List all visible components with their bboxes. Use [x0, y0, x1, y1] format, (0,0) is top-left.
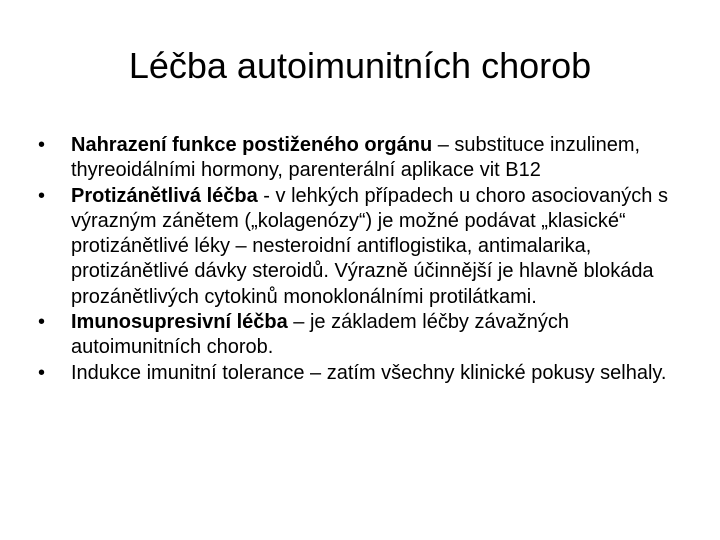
bullet-item — [38, 361, 688, 386]
bullet-heading: Protizánětlivá léčba — [71, 184, 258, 207]
bullet-text: – substituce inzulinem, thyreoidálními hormony, parenterální aplikace vit B12 — [71, 134, 641, 182]
bullet-item — [38, 184, 688, 310]
bullet-text: Indukce imunitní tolerance – zatím všechny klinické pokusy selhaly. — [71, 361, 667, 384]
bullet-dot-icon: • — [38, 184, 46, 207]
bullet-dot-icon: • — [38, 361, 46, 384]
slide-title: Léčba autoimunitních chorob — [128, 45, 592, 86]
bullet-list — [38, 133, 688, 386]
bullet-heading: Imunosupresivní léčba — [71, 311, 288, 334]
bullet-text: – je základem léčby závažných autoimunitních chorob. — [71, 311, 569, 359]
bullet-text: - v lehkých případech u choro asociovaných s výrazným zánětem („kolagenózy“) je možné podávat „klasické“ protizánětlivé léky – nesteroidní antiflogistika, antimalarika, protizánětlivé dávky steroidů. Výrazně účinnější je hlavně blokáda prozánětlivých cytokinů monoklonálními protilátkami. — [71, 184, 668, 308]
bullet-heading: Nahrazení funkce postiženého orgánu — [71, 134, 433, 156]
bullet-item — [38, 133, 688, 184]
bullet-item — [38, 310, 688, 361]
bullet-dot-icon: • — [38, 134, 46, 156]
bullet-dot-icon: • — [38, 311, 46, 334]
